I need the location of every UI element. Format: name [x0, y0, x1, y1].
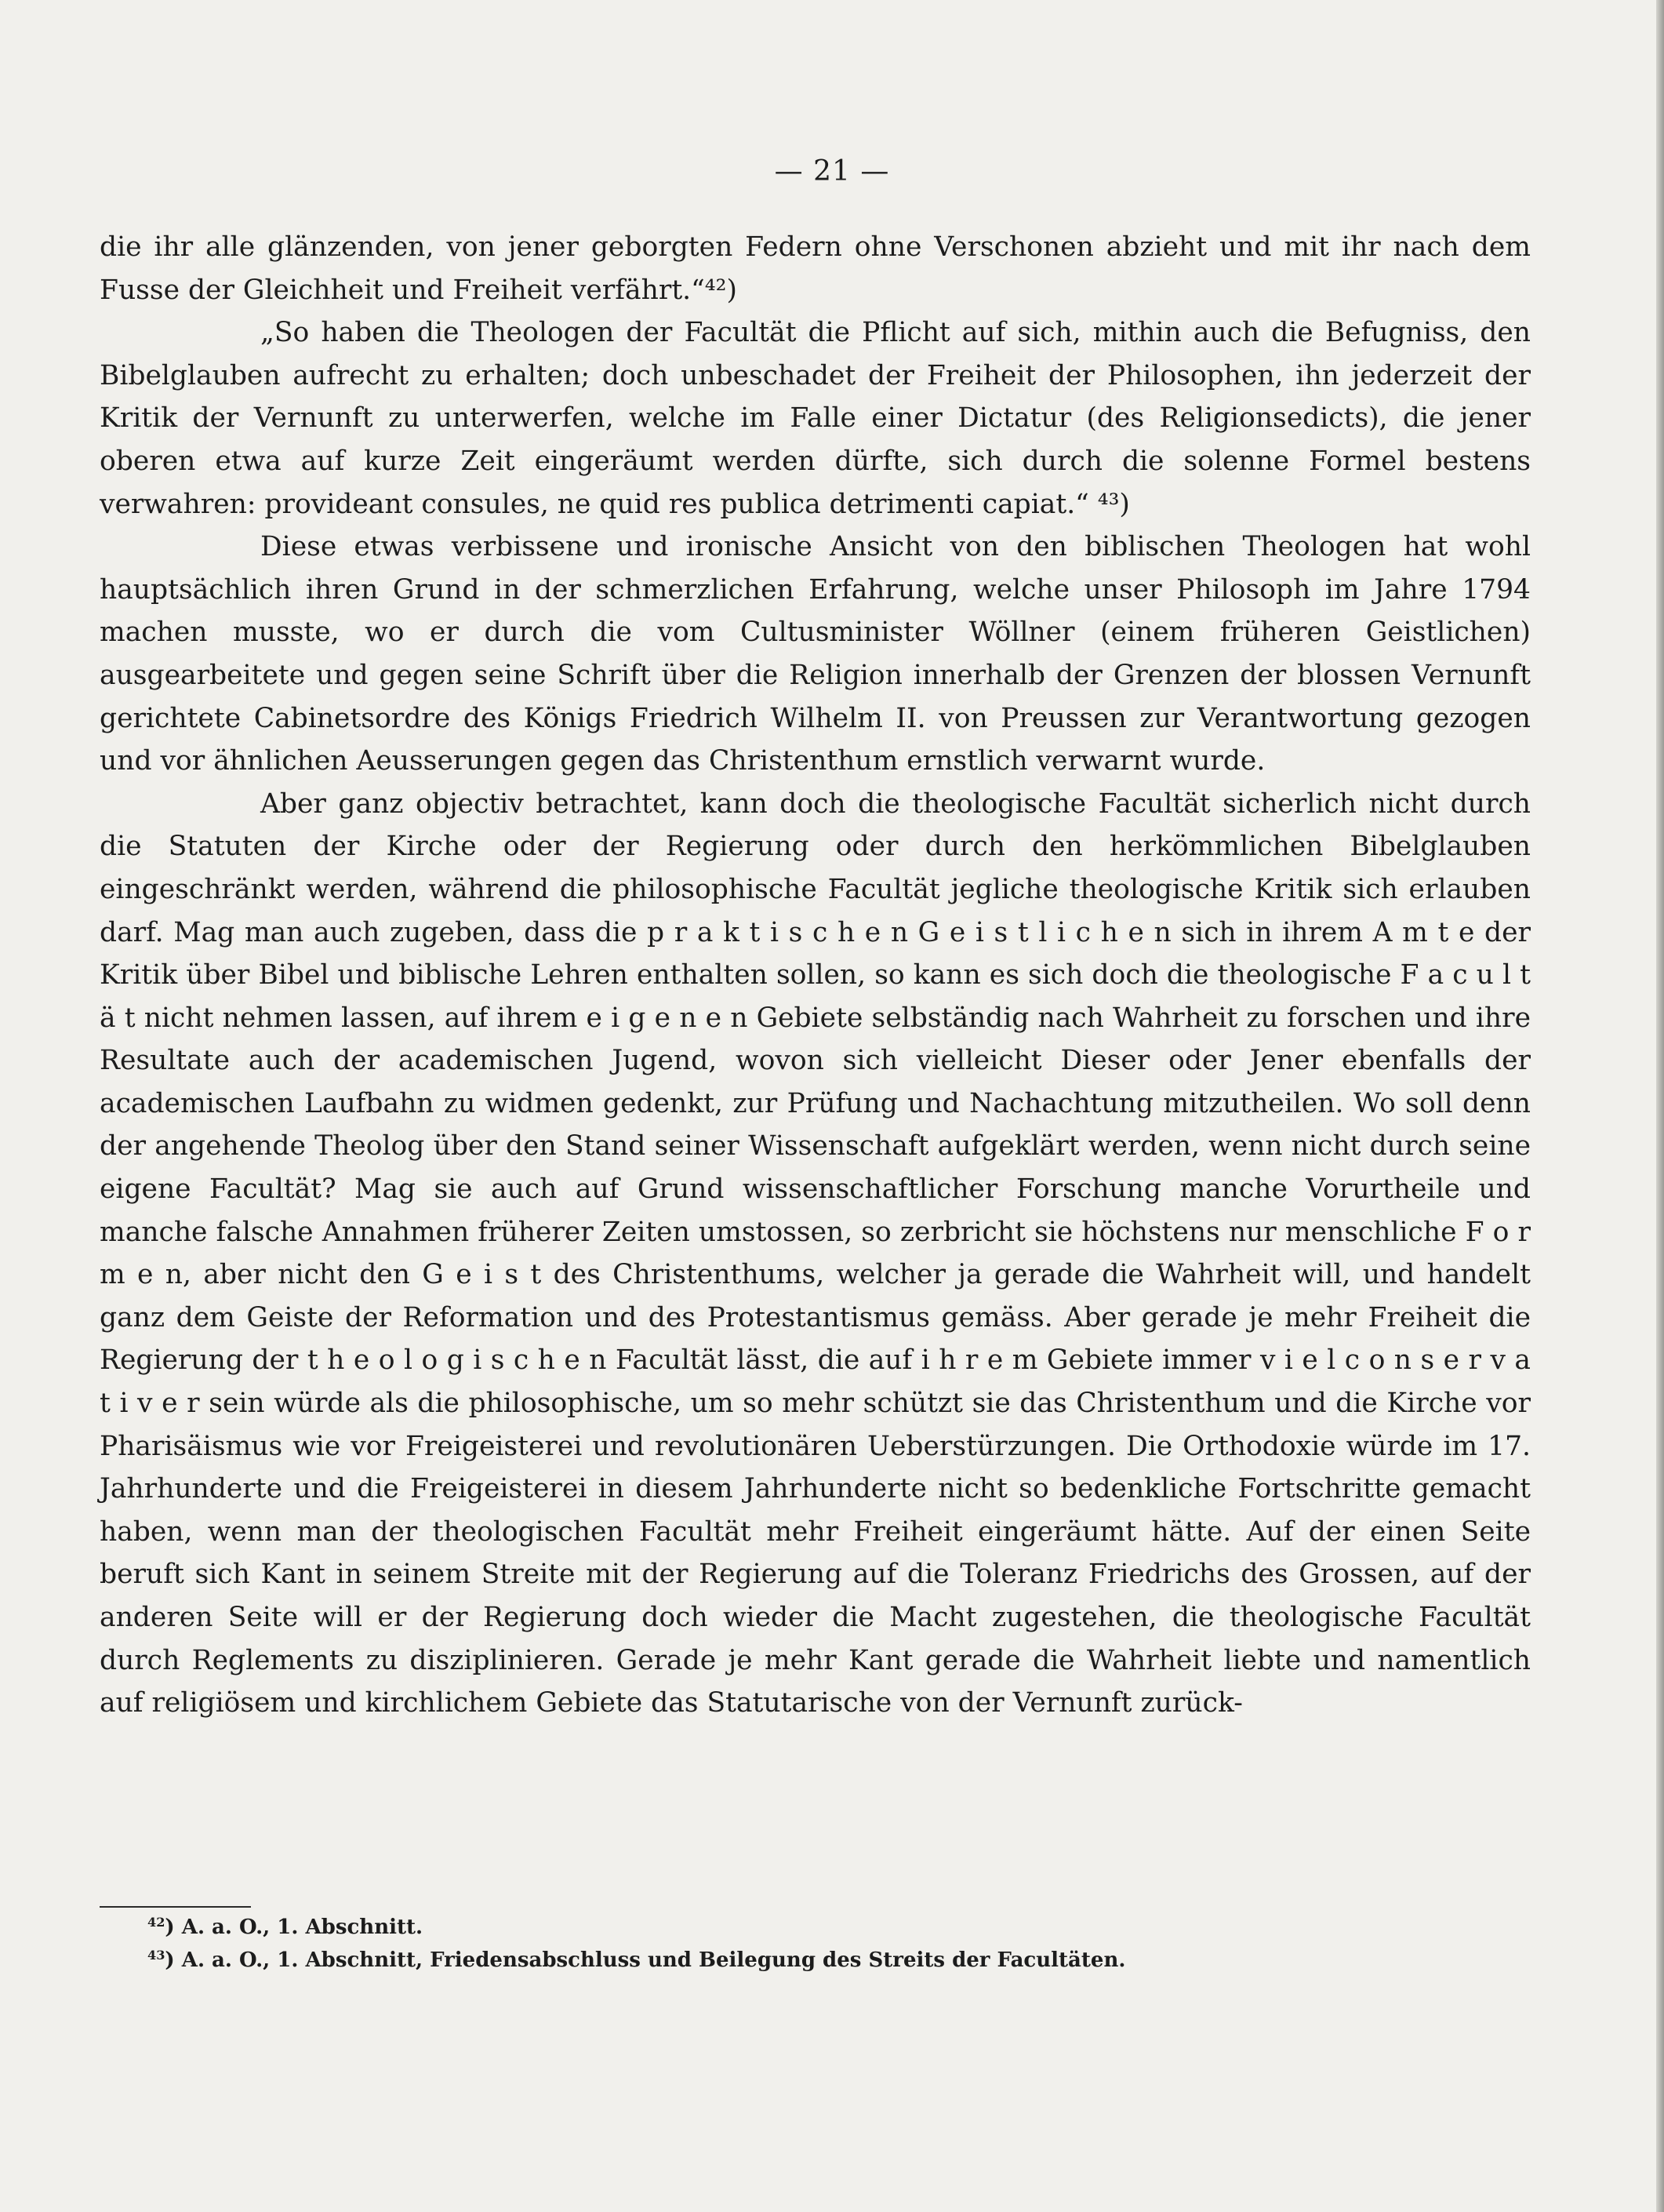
footnote-text: ) A. a. O., 1. Abschnitt, Friedensabschluss und Beilegung des Streits der Facultäten. — [165, 1948, 1126, 1972]
paragraph-1: die ihr alle glänzenden, von jener geborgten Federn ohne Verschonen abzieht und mit ihr nach dem Fusse der Gleichheit und Freiheit verfährt.“⁴²) — [100, 231, 1531, 306]
footnote-separator — [100, 1906, 251, 1908]
footnote-42 — [147, 1911, 1528, 1944]
footnote-mark: 43 — [147, 1948, 165, 1963]
footnotes — [147, 1911, 1528, 1977]
page-number: — 21 — — [774, 155, 890, 187]
paragraph-2: „So haben die Theologen der Facultät die Pflicht auf sich, mithin auch die Befugniss, den Bibelglauben aufrecht zu erhalten; doch unbeschadet der Freiheit der Philosophen, ihn jederzeit der Kritik der Vernunft zu unterwerfen, welche im Falle einer Dictatur (des Religionsedicts), die jener oberen etwa auf kurze Zeit eingeräumt werden dürfte, sich durch die solenne Formel bestens verwahren: provideant consules, ne quid res publica detrimenti capiat.“ ⁴³) — [100, 317, 1531, 520]
footnote-43 — [147, 1944, 1528, 1977]
page-edge-shadow — [1656, 0, 1664, 2212]
footnote-mark: 42 — [147, 1915, 165, 1930]
paragraph-4: Aber ganz objectiv betrachtet, kann doch die theologische Facultät sicherlich nicht durch die Statuten der Kirche oder der Regierung oder durch den herkömmlichen Bibelglauben eingeschränkt werden, während die philosophische Facultät jegliche theologische Kritik sich erlauben darf. Mag man auch zugeben, dass die p r a k t i s c h e n G e i s t l i c h e n sich in ihrem A m t e der Kritik über Bibel und biblische Lehren enthalten sollen, so kann es sich doch die theologische F a c u l t ä t nicht nehmen lassen, auf ihrem e i g e n e n Gebiete selbständig nach Wahrheit zu forschen und ihre Resultate auch der academischen Jugend, wovon sich vielleicht Dieser oder Jener ebenfalls der academischen Laufbahn zu widmen gedenkt, zur Prüfung und Nachachtung mitzutheilen. Wo soll denn der angehende Theolog über den Stand seiner Wissenschaft aufgeklärt werden, wenn nicht durch seine eigene Facultät? Mag sie auch auf Grund wissenschaftlicher Forschung manche Vorurtheile und manche falsche Annahmen früherer Zeiten umstossen, so zerbricht sie höchstens nur menschliche F o r m e n, aber nicht den G e i s t des Christenthums, welcher ja gerade die Wahrheit will, und handelt ganz dem Geiste der Reformation und des Protestantismus gemäss. Aber gerade je mehr Freiheit die Regierung der t h e o l o g i s c h e n Facultät lässt, die auf i h r e m Gebiete immer v i e l c o n s e r v a t i v e r sein würde als die philosophische, um so mehr schützt sie das Christenthum und die Kirche vor Pharisäismus wie vor Freigeisterei und revolutionären Ueberstürzungen. Die Orthodoxie würde im 17. Jahrhunderte und die Freigeisterei in diesem Jahrhunderte nicht so bedenkliche Fortschritte gemacht haben, wenn man der theologischen Facultät mehr Freiheit eingeräumt hätte. Auf der einen Seite beruft sich Kant in seinem Streite mit der Regierung auf die Toleranz Friedrichs des Grossen, auf der anderen Seite will er der Regierung doch wieder die Macht zugestehen, die theologische Facultät durch Reglements zu disziplinieren. Gerade je mehr Kant gerade die Wahrheit liebte und namentlich auf religiösem und kirchlichem Gebiete das Statutarische von der Vernunft zurück- — [100, 788, 1531, 1719]
body-text — [100, 226, 1531, 1725]
footnote-text: ) A. a. O., 1. Abschnitt. — [165, 1915, 423, 1939]
paragraph-3: Diese etwas verbissene und ironische Ansicht von den biblischen Theologen hat wohl hauptsächlich ihren Grund in der schmerzlichen Erfahrung, welche unser Philosoph im Jahre 1794 machen musste, wo er durch die vom Cultusminister Wöllner (einem früheren Geistlichen) ausgearbeitete und gegen seine Schrift über die Religion innerhalb der Grenzen der blossen Vernunft gerichtete Cabinetsordre des Königs Friedrich Wilhelm II. von Preussen zur Verantwortung gezogen und vor ähnlichen Aeusserungen gegen das Christenthum ernstlich verwarnt wurde. — [100, 531, 1531, 777]
